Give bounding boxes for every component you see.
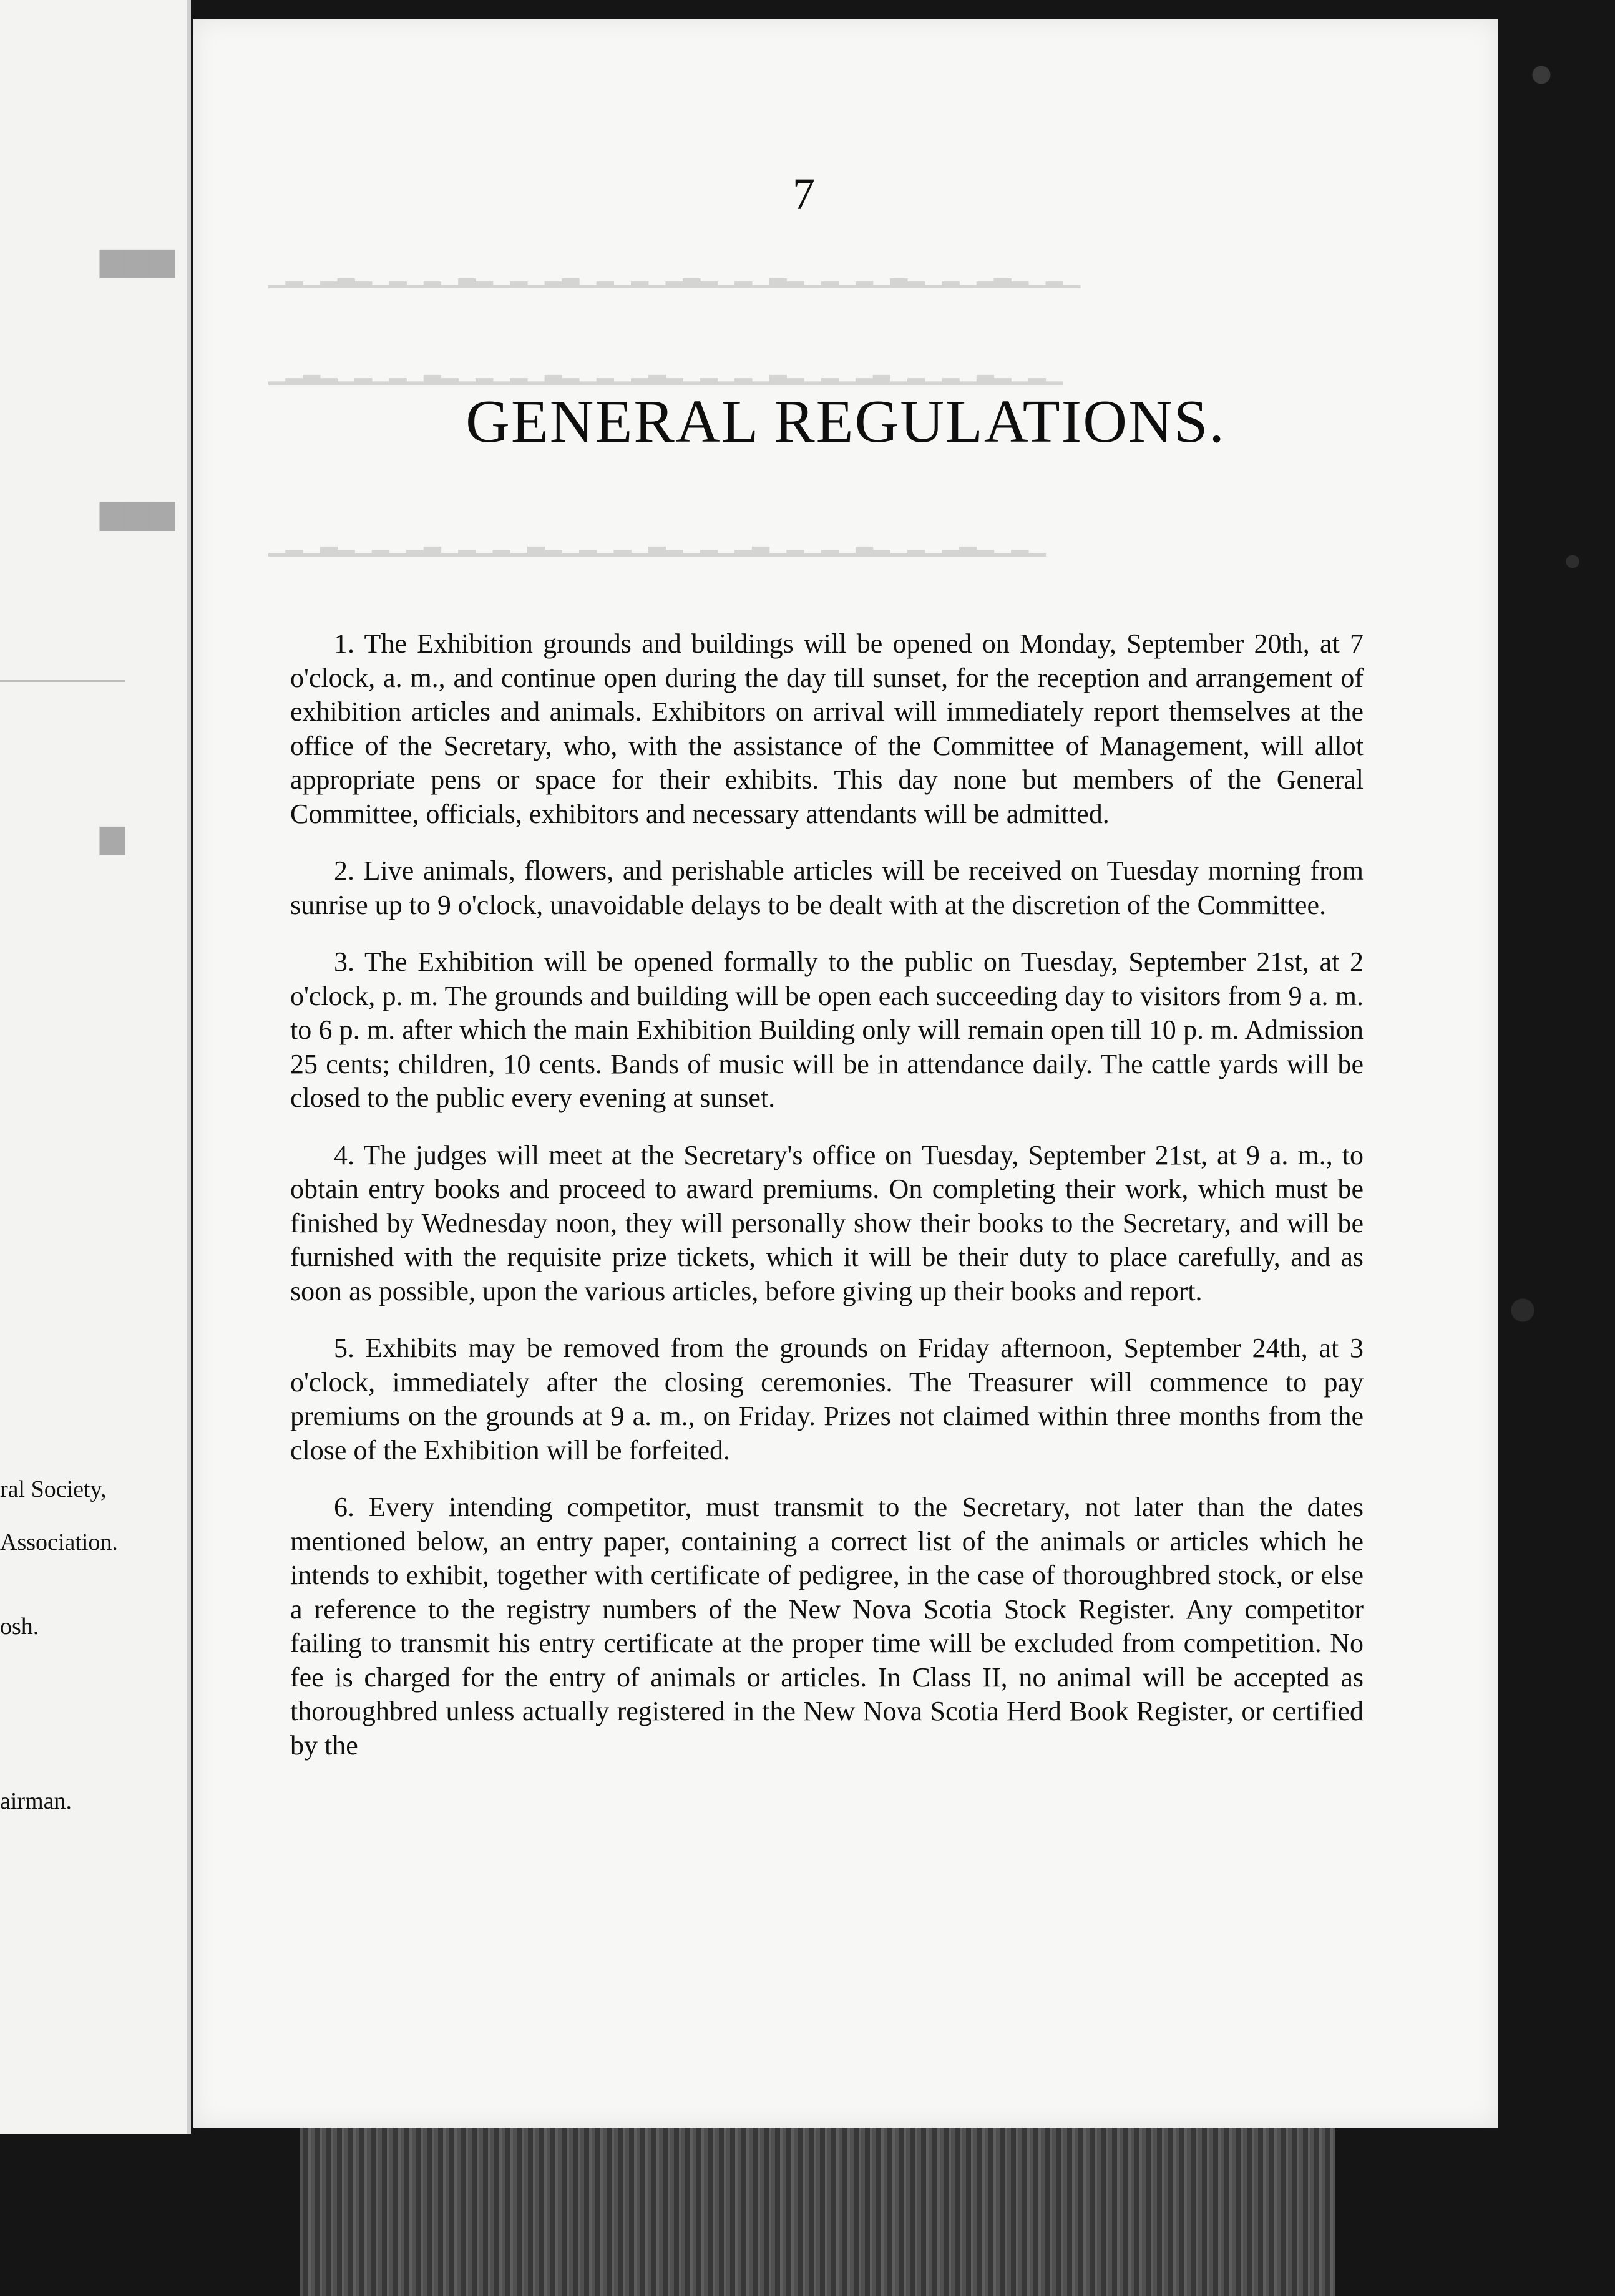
regulation-paragraph: 2. Live animals, flowers, and perishable articles will be received on Tuesday morning from sunrise up to 9 o'clock, unavoidable delays to be dealt with at the discretion of the Committee. (290, 855, 1364, 920)
divider (0, 680, 125, 682)
scanner-edge-strip (300, 2128, 1335, 2296)
bleed-mark: ▆▆▆ (100, 495, 175, 530)
page-number: 7 (793, 169, 815, 219)
show-through-texture: ▁▂▁▃▂▁▂▁▂▃▁▂▁▂▁▃▂▁▂▁▂▁▃▂▁▂▁▂▃▁▂▁▂▁▃▂▁▂▁▂▃▂▁▂▁ (268, 531, 1046, 556)
bleed-mark: ▆▆▆ (100, 242, 175, 278)
regulations-list (290, 627, 1364, 1786)
show-through-texture: ▁▂▃▂▁▂▁▂▁▃▂▁▂▁▂▁▃▂▁▂▁▂▃▂▁▂▁▂▁▃▂▁▂▁▂▃▁▂▁▂▁▃▂▁▂▁ (268, 359, 1063, 384)
adjacent-text-fragment: airman. (0, 1788, 72, 1814)
document-page (193, 19, 1498, 2128)
bleed-mark: ▆ (100, 819, 125, 855)
regulation-paragraph: 1. The Exhibition grounds and buildings will be opened on Monday, September 20th, at 7 o'clock, a. m., and continue open during the day till sunset, for the reception and arrangement of exhibition articles and animals. Exhibitors on arrival will immediately report themselves at the office of the Secretary, who, with the assistance of the Committee of Management, will allot appropriate pens or space for their exhibits. This day none but members of the General Committee, officials, exhibitors and necessary attendants will be admitted. (290, 628, 1364, 829)
adjacent-page (0, 0, 191, 2134)
adjacent-text-fragment: Association. (0, 1529, 118, 1555)
adjacent-text-fragment: ral Society, (0, 1476, 107, 1502)
regulation-paragraph: 5. Exhibits may be removed from the grounds on Friday afternoon, September 24th, at 3 o'clock, immediately after the closing ceremonies. The Treasurer will commence to pay premiums on the grounds at 9 a. m., on Friday. Prizes not claimed within three months from the close of the Exhibition will be forfeited. (290, 1333, 1364, 1466)
adjacent-text-fragment: osh. (0, 1613, 39, 1640)
regulation-paragraph: 3. The Exhibition will be opened formally to the public on Tuesday, September 21st, at 2 o'clock, p. m. The grounds and building will be open each succeeding day to visitors from 9 a. m. to 6 p. m. after which the main Exhibition Building only will remain open till 10 p. m. Admission 25 cents; children, 10 cents. Bands of music will be in attendance daily. The cattle yards will be closed to the public every evening at sunset. (290, 946, 1364, 1113)
show-through-texture: ▁▂▁▂▃▂▁▂▁▂▁▃▂▁▂▁▂▃▁▂▁▂▁▂▃▂▁▂▁▃▂▁▂▁▂▁▃▂▁▂▁▂▃▂▁▂▁ (268, 263, 1081, 288)
page-title: GENERAL REGULATIONS. (466, 388, 1226, 455)
regulation-paragraph: 6. Every intending competitor, must transmit to the Secretary, not later than the dates mentioned below, an entry paper, containing a correct list of the animals or articles which he intends to exhibit, together with certificate of pedigree, in the case of thoroughbred stock, or else a reference to the registry numbers of the New Nova Scotia Stock Register. Any competitor failing to transmit his entry certificate at the proper time will be excluded from competition. No fee is charged for the entry of animals or articles. In Class II, no animal will be accepted as thoroughbred unless actually registered in the New Nova Scotia Herd Book Register, or certified by the (290, 1492, 1364, 1761)
regulation-paragraph: 4. The judges will meet at the Secretary's office on Tuesday, September 21st, at 9 a. m., to obtain entry books and proceed to award premiums. On completing their work, which must be finished by Wednesday noon, they will personally show their books to the Secretary, and will be furnished with the requisite prize tickets, which it will be their duty to place carefully, and as soon as possible, upon the various articles, before giving up their books and report. (290, 1139, 1364, 1306)
